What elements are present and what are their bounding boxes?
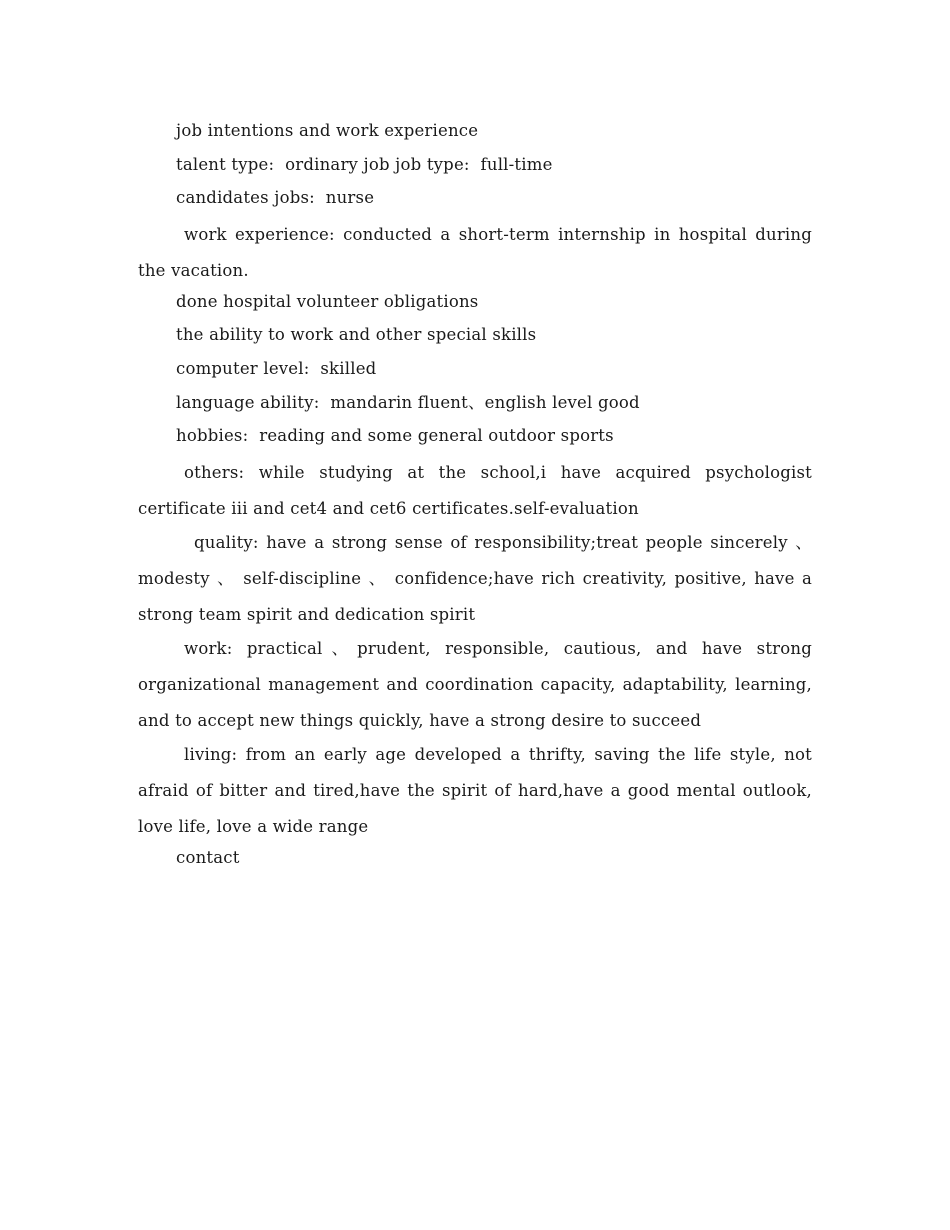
computer-level-line: computer level: skilled [176, 358, 377, 378]
talent-type-line: talent type: ordinary job job type: full-time [176, 154, 553, 174]
section-heading-job-intentions: job intentions and work experience [176, 121, 479, 140]
hobbies-line: hobbies: reading and some general outdoor sports [176, 426, 614, 446]
quality-paragraph: quality: have a strong sense of responsibility;treat people sincerely 、 modesty 、 self-discipline 、 confidence;have rich creativity, positive, have a strong team spirit and dedication spirit [138, 532, 812, 624]
section-heading-skills: the ability to work and other special skills [176, 325, 537, 345]
work-experience-paragraph: work experience: conducted a short-term internship in hospital during the vacation. [138, 224, 812, 280]
document-body [138, 116, 812, 876]
living-paragraph: living: from an early age developed a thrifty, saving the life style, not afraid of bitter and tired,have the spirit of hard,have a good mental outlook, love life, love a wide range [138, 744, 812, 836]
work-paragraph: work: practical、prudent, responsible, cautious, and have strong organizational management and coordination capacity, adaptability, learning, and to accept new things quickly, have a strong desire to succeed [138, 638, 812, 730]
volunteer-line: done hospital volunteer obligations [176, 291, 479, 311]
contact-heading: contact [176, 847, 240, 867]
candidate-jobs-line: candidates jobs: nurse [176, 188, 375, 208]
others-paragraph: others: while studying at the school,i have acquired psychologist certificate iii and cet4 and cet6 certificates.self-evaluation [138, 462, 812, 518]
language-ability-line: language ability: mandarin fluent、english level good [176, 392, 640, 412]
